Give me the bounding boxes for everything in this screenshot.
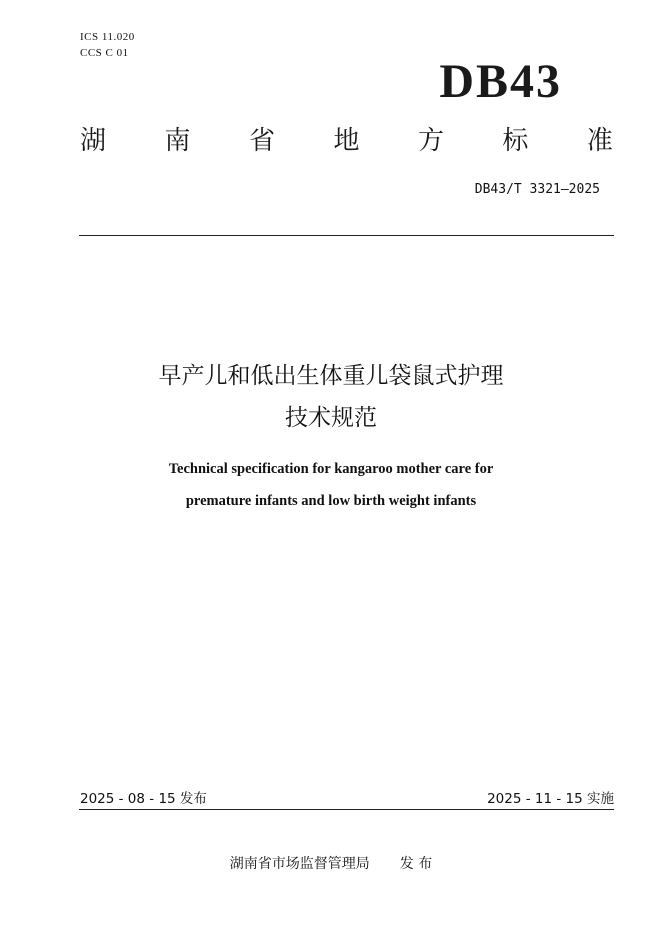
issue-date: 2025 - 08 - 15 发布	[80, 791, 207, 807]
db43-logo: DB43	[439, 55, 562, 108]
title-english-line-1: Technical specification for kangaroo mother care for	[168, 461, 494, 477]
title-chinese-line-1: 早产儿和低出生体重儿袋鼠式护理	[158, 363, 504, 389]
ics-code: ICS 11.020	[80, 31, 135, 43]
standard-type-heading	[80, 126, 613, 156]
standard-type-char: 省	[248, 126, 275, 156]
standard-type-char: 准	[586, 126, 613, 156]
standard-type-char: 标	[502, 126, 529, 156]
standard-type-char: 地	[333, 126, 360, 156]
bottom-divider	[79, 809, 614, 810]
standard-type-char: 方	[417, 126, 444, 156]
issuer-name: 湖南省市场监督管理局	[229, 856, 370, 872]
issuer-action: 发 布	[399, 856, 433, 872]
title-chinese-line-2: 技术规范	[285, 405, 377, 431]
top-divider	[79, 235, 614, 236]
ccs-code: CCS C 01	[80, 47, 129, 59]
title-english-line-2: premature infants and low birth weight infants	[185, 493, 477, 509]
standard-type-char: 南	[164, 126, 191, 156]
implementation-date: 2025 - 11 - 15 实施	[487, 791, 614, 807]
standard-code: DB43/T 3321—2025	[474, 182, 600, 197]
issuer-line	[0, 855, 662, 873]
standard-type-char: 湖	[80, 126, 107, 156]
